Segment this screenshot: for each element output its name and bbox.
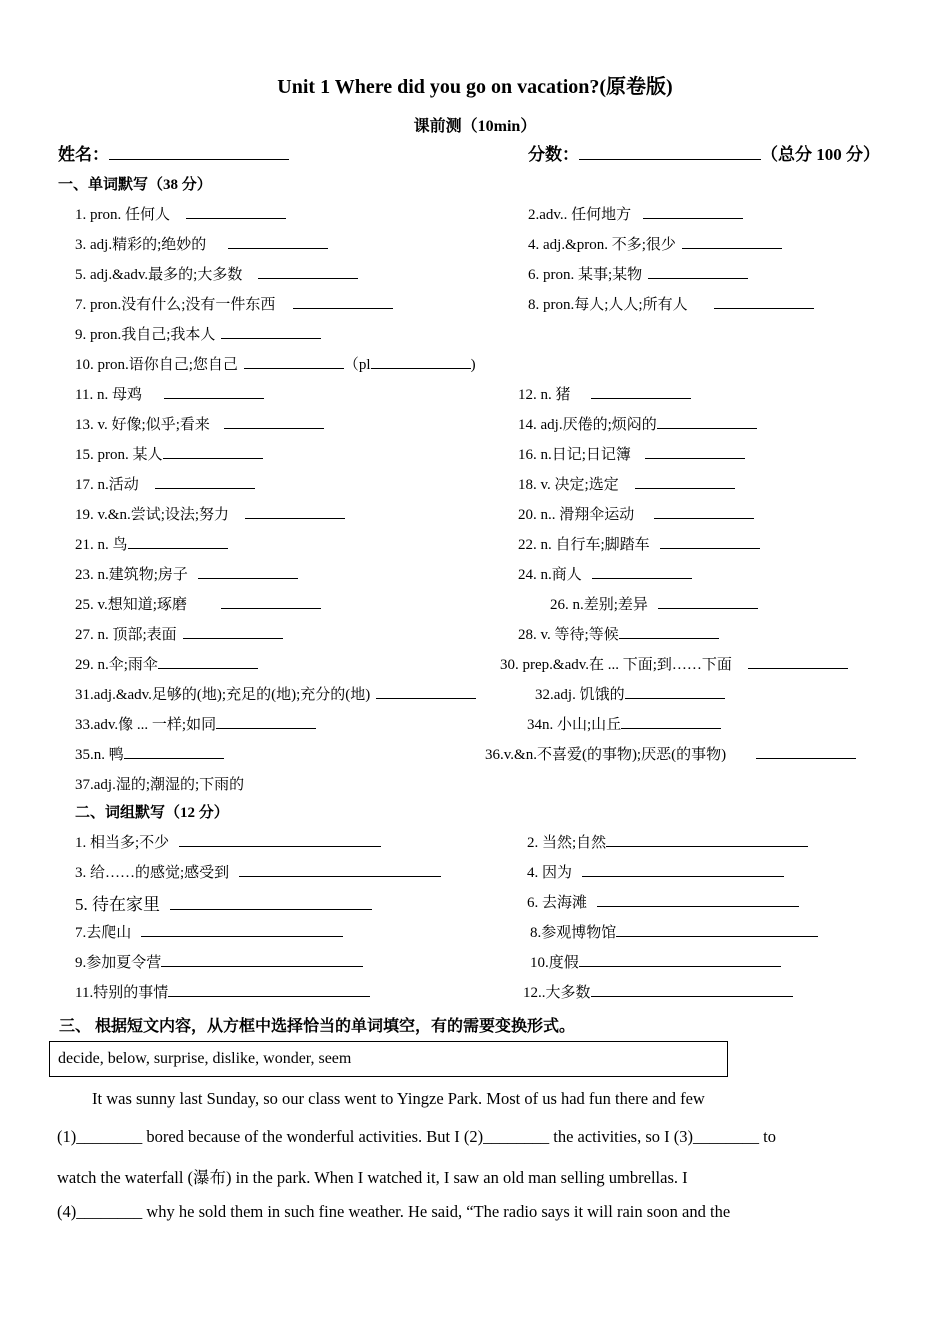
section3-heading: 三、 根据短文内容，从方框中选择恰当的单词填空，有的需要变换形式。 <box>59 1018 576 1035</box>
vocab-item: 28. v. 等待;等候 <box>518 623 719 644</box>
vocab-item: 6. pron. 某事;某物 <box>528 263 748 284</box>
phrase-item: 5. 待在家里 <box>75 890 372 915</box>
answer-blank[interactable] <box>597 892 799 907</box>
score-label: 分数： <box>528 145 579 164</box>
score-field <box>528 140 880 165</box>
vocab-item: 9. pron.我自己;我本人 <box>75 323 321 344</box>
answer-blank[interactable] <box>654 504 754 519</box>
answer-blank[interactable] <box>616 922 818 937</box>
phrase-item: 2. 当然;自然 <box>527 831 808 852</box>
answer-blank[interactable] <box>591 982 793 997</box>
name-blank[interactable] <box>109 159 289 160</box>
answer-blank[interactable] <box>748 654 848 669</box>
answer-blank[interactable] <box>582 862 784 877</box>
section2-heading: 二、词组默写（12 分） <box>75 805 229 821</box>
vocab-item: 25. v.想知道;琢磨 <box>75 593 321 614</box>
phrase-item: 11.特别的事情 <box>75 981 370 1002</box>
answer-blank[interactable] <box>625 684 725 699</box>
plural-blank[interactable] <box>371 354 471 369</box>
vocab-item: 10. pron.语你自己;您自己 （pl ) <box>75 353 476 374</box>
answer-blank[interactable] <box>183 624 283 639</box>
name-label: 姓名： <box>58 145 109 164</box>
vocab-item: 12. n. 猪 <box>518 383 691 404</box>
answer-blank[interactable] <box>714 294 814 309</box>
passage-line: (4)________ why he sold them in such fine weather. He said, “The radio says it will rain soon and the <box>57 1202 731 1221</box>
answer-blank[interactable] <box>756 744 856 759</box>
vocab-item: 37.adj.湿的;潮湿的;下雨的 <box>75 777 245 793</box>
answer-blank[interactable] <box>239 862 441 877</box>
vocab-item: 4. adj.&pron. 不多;很少 <box>528 233 782 254</box>
phrase-item: 8.参观博物馆 <box>530 921 818 942</box>
answer-blank[interactable] <box>258 264 358 279</box>
vocab-item: 7. pron.没有什么;没有一件东西 <box>75 293 393 314</box>
vocab-item: 15. pron. 某人 <box>75 443 263 464</box>
phrase-item: 1. 相当多;不少 <box>75 831 381 852</box>
vocab-item: 26. n.差别;差异 <box>550 593 758 614</box>
phrase-item: 7.去爬山 <box>75 921 343 942</box>
answer-blank[interactable] <box>648 264 748 279</box>
vocab-item: 30. prep.&adv.在 ... 下面;到……下面 <box>500 653 848 674</box>
answer-blank[interactable] <box>168 982 370 997</box>
answer-blank[interactable] <box>198 564 298 579</box>
answer-blank[interactable] <box>660 534 760 549</box>
vocab-item: 24. n.商人 <box>518 563 692 584</box>
answer-blank[interactable] <box>645 444 745 459</box>
phrase-item: 4. 因为 <box>527 861 784 882</box>
answer-blank[interactable] <box>221 324 321 339</box>
page-subtitle: 课前测（10min） <box>413 118 537 135</box>
vocab-item: 2.adv.. 任何地方 <box>528 203 743 224</box>
answer-blank[interactable] <box>179 832 381 847</box>
phrase-item: 10.度假 <box>530 951 781 972</box>
vocab-item: 23. n.建筑物;房子 <box>75 563 298 584</box>
phrase-item: 12..大多数 <box>523 981 793 1002</box>
answer-blank[interactable] <box>579 952 781 967</box>
total-score: （总分 100 分） <box>761 145 880 164</box>
answer-blank[interactable] <box>170 895 372 910</box>
answer-blank[interactable] <box>128 534 228 549</box>
answer-blank[interactable] <box>158 654 258 669</box>
answer-blank[interactable] <box>658 594 758 609</box>
phrase-item: 6. 去海滩 <box>527 891 799 912</box>
answer-blank[interactable] <box>164 384 264 399</box>
score-blank[interactable] <box>579 159 761 160</box>
answer-blank[interactable] <box>155 474 255 489</box>
word-box <box>49 1041 728 1077</box>
answer-blank[interactable] <box>643 204 743 219</box>
answer-blank[interactable] <box>606 832 808 847</box>
name-field <box>58 140 289 165</box>
vocab-item: 33.adv.像 ... 一样;如同 <box>75 713 316 734</box>
vocab-item: 32.adj. 饥饿的 <box>535 683 725 704</box>
answer-blank[interactable] <box>591 384 691 399</box>
answer-blank[interactable] <box>216 714 316 729</box>
passage-line: (1)________ bored because of the wonderful activities. But I (2)________ the activities, so I (3)________ to <box>57 1127 776 1146</box>
vocab-item: 21. n. 鸟 <box>75 533 228 554</box>
answer-blank[interactable] <box>621 714 721 729</box>
vocab-item: 35.n. 鸭 <box>75 743 224 764</box>
vocab-item: 18. v. 决定;选定 <box>518 473 735 494</box>
vocab-item: 11. n. 母鸡 <box>75 383 264 404</box>
vocab-item: 36.v.&n.不喜爱(的事物);厌恶(的事物) <box>485 743 856 764</box>
answer-blank[interactable] <box>244 354 344 369</box>
phrase-item: 3. 给……的感觉;感受到 <box>75 861 441 882</box>
answer-blank[interactable] <box>228 234 328 249</box>
answer-blank[interactable] <box>376 684 476 699</box>
vocab-item: 8. pron.每人;人人;所有人 <box>528 293 814 314</box>
answer-blank[interactable] <box>635 474 735 489</box>
answer-blank[interactable] <box>245 504 345 519</box>
vocab-item: 17. n.活动 <box>75 473 255 494</box>
vocab-item: 13. v. 好像;似乎;看来 <box>75 413 324 434</box>
vocab-item: 20. n.. 滑翔伞运动 <box>518 503 754 524</box>
word-box-text: decide, below, surprise, dislike, wonder, seem <box>58 1050 352 1067</box>
vocab-item: 19. v.&n.尝试;设法;努力 <box>75 503 345 524</box>
answer-blank[interactable] <box>657 414 757 429</box>
answer-blank[interactable] <box>293 294 393 309</box>
answer-blank[interactable] <box>221 594 321 609</box>
answer-blank[interactable] <box>682 234 782 249</box>
vocab-item: 1. pron. 任何人 <box>75 203 286 224</box>
vocab-item: 14. adj.厌倦的;烦闷的 <box>518 413 757 434</box>
answer-blank[interactable] <box>163 444 263 459</box>
section1-heading: 一、单词默写（38 分） <box>58 177 212 193</box>
passage-line: It was sunny last Sunday, so our class went to Yingze Park. Most of us had fun there and few <box>92 1089 705 1108</box>
answer-blank[interactable] <box>186 204 286 219</box>
page-title: Unit 1 Where did you go on vacation?(原卷版) <box>277 76 673 98</box>
vocab-item: 5. adj.&adv.最多的;大多数 <box>75 263 358 284</box>
answer-blank[interactable] <box>224 414 324 429</box>
vocab-item: 16. n.日记;日记簿 <box>518 443 745 464</box>
vocab-item: 34n. 小山;山丘 <box>527 713 721 734</box>
passage-line: watch the waterfall (瀑布) in the park. When I watched it, I saw an old man selling umbrellas. I <box>57 1168 688 1187</box>
vocab-item: 31.adj.&adv.足够的(地);充足的(地);充分的(地) <box>75 683 476 704</box>
vocab-item: 3. adj.精彩的;绝妙的 <box>75 233 328 254</box>
phrase-item: 9.参加夏令营 <box>75 951 363 972</box>
answer-blank[interactable] <box>161 952 363 967</box>
vocab-item: 27. n. 顶部;表面 <box>75 623 283 644</box>
answer-blank[interactable] <box>592 564 692 579</box>
answer-blank[interactable] <box>124 744 224 759</box>
vocab-item: 22. n. 自行车;脚踏车 <box>518 533 760 554</box>
answer-blank[interactable] <box>141 922 343 937</box>
vocab-item: 29. n.伞;雨伞 <box>75 653 258 674</box>
answer-blank[interactable] <box>619 624 719 639</box>
